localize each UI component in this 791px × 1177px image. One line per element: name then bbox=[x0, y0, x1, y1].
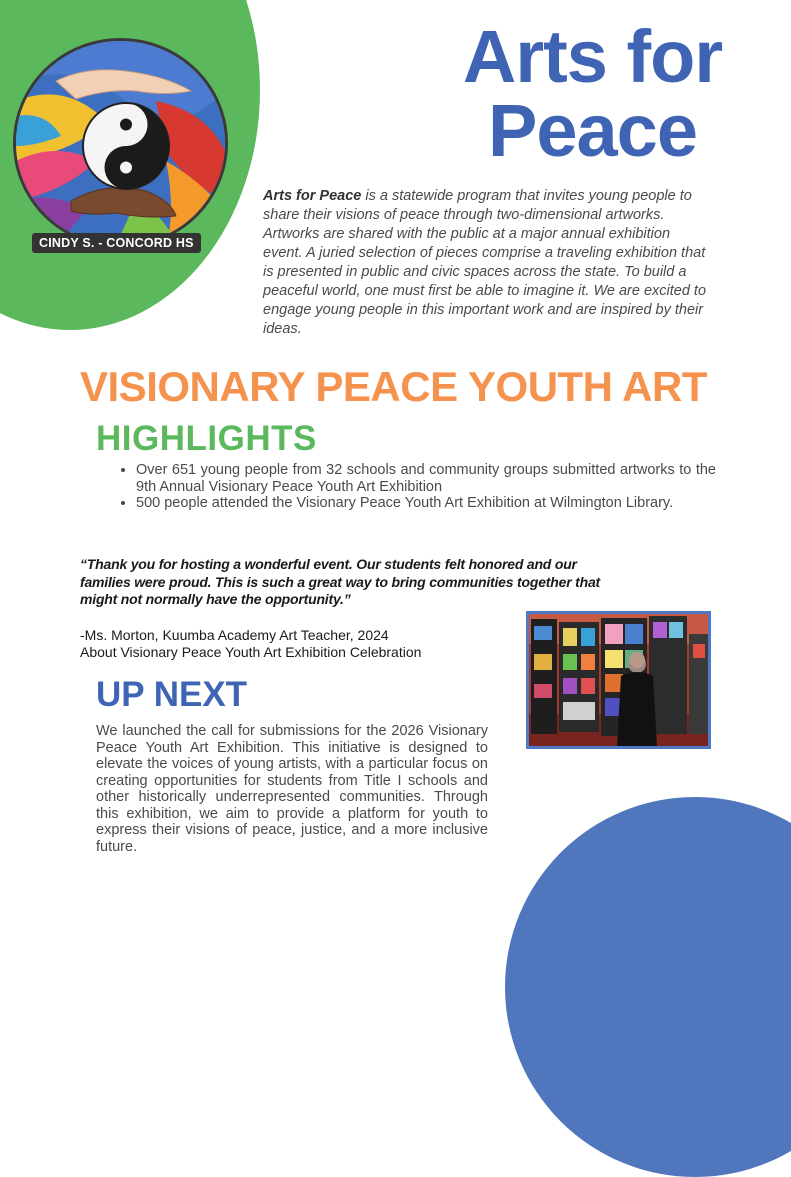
exhibition-photo bbox=[526, 611, 711, 749]
yin-yang-artwork-image bbox=[13, 38, 228, 248]
section-headline: VISIONARY PEACE YOUTH ART bbox=[80, 363, 707, 410]
up-next-heading: UP NEXT bbox=[96, 675, 248, 714]
intro-lead: Arts for Peace bbox=[263, 188, 362, 204]
title-line-2: Peace bbox=[488, 89, 697, 172]
page-title bbox=[405, 15, 780, 172]
list-item: • Over 651 young people from 32 schools and community groups submitted artworks to the 9th Annual Visionary Peace Youth Art Exhibition bbox=[136, 462, 716, 495]
blue-circle-decoration bbox=[505, 797, 791, 1177]
testimonial-quote: “Thank you for hosting a wonderful event. Our students felt honored and our families were proud. This is such a great way to bring communities together that might not normally have the opportunity.” bbox=[80, 556, 600, 607]
up-next-paragraph: We launched the call for submissions for the 2026 Visionary Peace Youth Art Exhibition. This initiative is designed to elevate the voices of young artists, with a particular focus on creating opportunities for students from Title I schools and other historically underrepresented communities. Through this exhibition, we aim to provide a platform for youth to express their visions of peace, justice, and a more inclusive future. bbox=[96, 723, 488, 855]
testimonial-author: -Ms. Morton, Kuumba Academy Art Teacher, 2024 bbox=[80, 627, 389, 643]
testimonial-context: About Visionary Peace Youth Art Exhibition Celebration bbox=[80, 644, 422, 660]
artist-credit-badge: CINDY S. - CONCORD HS bbox=[32, 233, 201, 253]
testimonial-attribution bbox=[80, 627, 510, 661]
highlights-list bbox=[118, 462, 716, 512]
intro-paragraph bbox=[263, 187, 713, 339]
title-line-1: Arts for bbox=[462, 15, 723, 98]
list-item: • 500 people attended the Visionary Peace Youth Art Exhibition at Wilmington Library. bbox=[136, 495, 716, 512]
highlights-heading: HIGHLIGHTS bbox=[96, 419, 317, 458]
intro-body: is a statewide program that invites young people to share their visions of peace through two-dimensional artworks. Artworks are shared with the public at a major annual exhibition event. A juried selection of pieces comprise a traveling exhibition that is presented in public and civic spaces across the state. To build a peaceful world, one must first be able to imagine it. We are excited to engage young people in this important work and are inspired by their ideas. bbox=[263, 188, 707, 337]
